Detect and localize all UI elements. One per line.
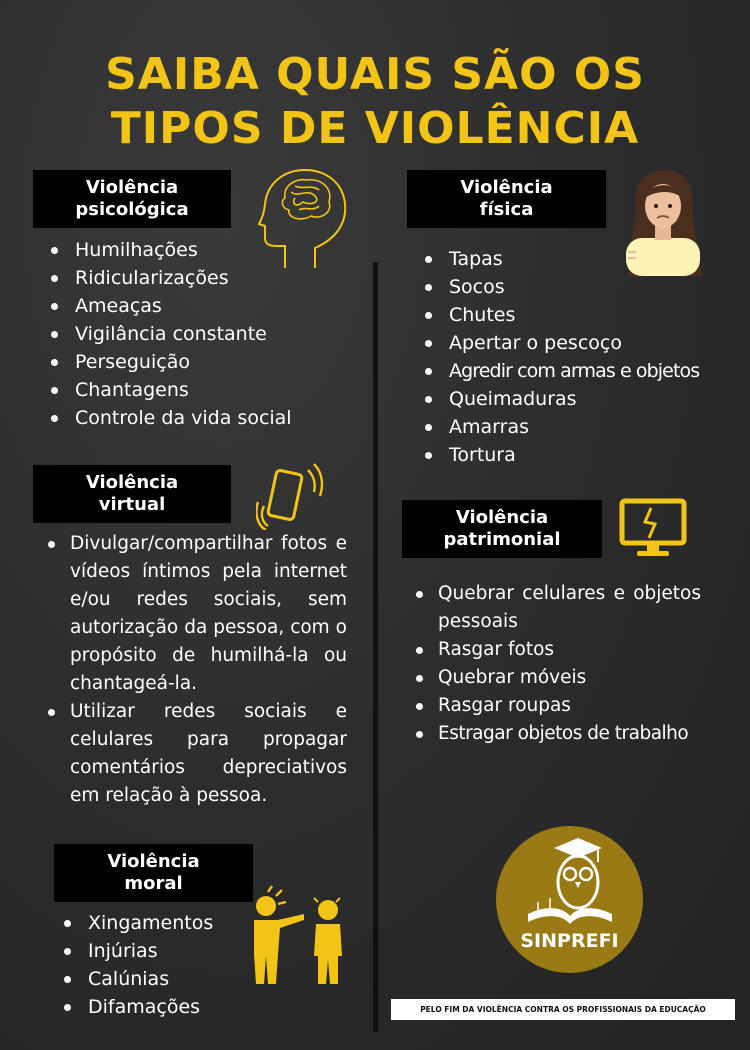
list-psicologica (45, 236, 292, 432)
list-item: Controle da vida social (45, 404, 292, 432)
list-item: Injúrias (58, 937, 213, 965)
list-patrimonial (414, 580, 701, 748)
list-virtual (46, 530, 347, 810)
page-title (0, 48, 750, 156)
label-fisica (407, 170, 606, 228)
list-item: Quebrar celulares e objetos pessoais (414, 580, 701, 636)
label-moral-line1: Violência (107, 851, 200, 872)
list-item: Agredir com armas e objetos (419, 357, 699, 385)
people-argument-icon (246, 884, 352, 986)
footer-banner: PELO FIM DA VIOLÊNCIA CONTRA OS PROFISSIONAIS DA EDUCAÇÃO (391, 999, 735, 1020)
title-line-1: SAIBA QUAIS SÃO OS (105, 49, 645, 100)
list-item: Difamações (58, 993, 213, 1021)
label-fisica-line2: física (479, 199, 534, 220)
list-item: Vigilância constante (45, 320, 292, 348)
label-patrimonial-line2: patrimonial (443, 529, 561, 550)
list-item: Calúnias (58, 965, 213, 993)
list-item: Tortura (419, 441, 699, 469)
list-item: Rasgar fotos (414, 636, 701, 664)
list-item: Ameaças (45, 292, 292, 320)
list-item: Ridicularizações (45, 264, 292, 292)
label-fisica-line1: Violência (460, 177, 553, 198)
list-item: Utilizar redes sociais e celulares para propagar comentários depreciativos em relação à pessoa. (46, 698, 347, 810)
list-item: Socos (419, 273, 699, 301)
label-moral (54, 844, 253, 902)
list-item: Quebrar móveis (414, 664, 701, 692)
label-moral-line2: moral (124, 873, 183, 894)
sinprefi-logo (496, 826, 643, 973)
label-virtual (33, 465, 231, 523)
label-virtual-line2: virtual (98, 494, 166, 515)
list-item: Humilhações (45, 236, 292, 264)
label-virtual-line1: Violência (85, 472, 179, 493)
list-item: Rasgar roupas (414, 692, 701, 720)
owl-book-icon (520, 836, 620, 928)
smartphone-icon (256, 462, 326, 530)
label-patrimonial (402, 500, 602, 558)
list-item: Amarras (419, 413, 699, 441)
column-divider (373, 262, 378, 1032)
broken-monitor-icon (619, 498, 687, 560)
list-item: Apertar o pescoço (419, 329, 699, 357)
list-item: Chantagens (45, 376, 292, 404)
label-psicologica-line1: Violência (85, 177, 179, 198)
list-moral (58, 909, 213, 1021)
list-fisica (419, 245, 699, 469)
list-item: Xingamentos (58, 909, 213, 937)
label-patrimonial-line1: Violência (455, 507, 549, 528)
list-item: Chutes (419, 301, 699, 329)
list-item: Divulgar/compartilhar fotos e vídeos íntimos pela internet e/ou redes sociais, sem autorização da pessoa, com o propósito de humilhá-la ou chantageá-la. (46, 530, 347, 698)
label-psicologica (33, 170, 231, 228)
list-item: Estragar objetos de trabalho (414, 720, 701, 748)
logo-text: SINPREFI (520, 930, 619, 952)
list-item: Queimaduras (419, 385, 699, 413)
list-item: Tapas (419, 245, 699, 273)
list-item: Perseguição (45, 348, 292, 376)
title-line-2: TIPOS DE VIOLÊNCIA (110, 103, 640, 154)
label-psicologica-line2: psicológica (75, 199, 189, 220)
